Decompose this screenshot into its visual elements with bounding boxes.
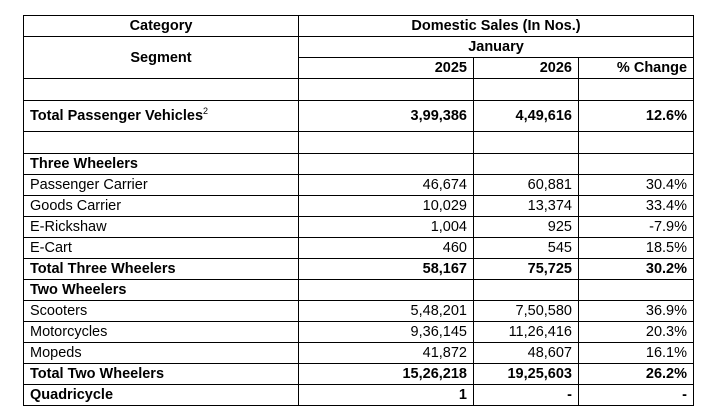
- total-2025: 15,26,218: [299, 364, 474, 385]
- spacer-row: [24, 132, 694, 154]
- value-2025: 41,872: [299, 343, 474, 364]
- row-label: Goods Carrier: [24, 196, 299, 217]
- value-2025: 5,48,201: [299, 301, 474, 322]
- header-row-category: [24, 16, 694, 37]
- spacer-cell: [299, 132, 474, 154]
- header-row-month: [24, 37, 694, 58]
- two-wheelers-heading: Two Wheelers: [24, 280, 299, 301]
- table-row-passenger-vehicles: [24, 101, 694, 132]
- value-change: 18.5%: [579, 238, 694, 259]
- year-2025-header: 2025: [299, 58, 474, 79]
- passenger-vehicles-change: 12.6%: [579, 101, 694, 132]
- spacer-cell: [474, 79, 579, 101]
- row-label: Scooters: [24, 301, 299, 322]
- value-change: 30.4%: [579, 175, 694, 196]
- value-2026: 7,50,580: [474, 301, 579, 322]
- empty-cell: [579, 280, 694, 301]
- quadricycle-2026: -: [474, 385, 579, 406]
- spacer-cell: [299, 79, 474, 101]
- spacer-cell: [24, 132, 299, 154]
- two-wheelers-heading-row: [24, 280, 694, 301]
- three-wheelers-heading: Three Wheelers: [24, 154, 299, 175]
- value-change: 36.9%: [579, 301, 694, 322]
- value-2025: 46,674: [299, 175, 474, 196]
- empty-cell: [474, 154, 579, 175]
- quadricycle-change: -: [579, 385, 694, 406]
- value-2025: 1,004: [299, 217, 474, 238]
- table-row: [24, 322, 694, 343]
- empty-cell: [579, 154, 694, 175]
- value-change: 20.3%: [579, 322, 694, 343]
- three-wheelers-total-row: [24, 259, 694, 280]
- row-label: Mopeds: [24, 343, 299, 364]
- row-label: E-Cart: [24, 238, 299, 259]
- domestic-sales-table: [23, 15, 694, 406]
- empty-cell: [299, 280, 474, 301]
- segment-header: Segment: [24, 37, 299, 79]
- row-label: Motorcycles: [24, 322, 299, 343]
- value-2026: 48,607: [474, 343, 579, 364]
- total-2025: 58,167: [299, 259, 474, 280]
- table-row: [24, 238, 694, 259]
- quadricycle-2025: 1: [299, 385, 474, 406]
- table-row: [24, 301, 694, 322]
- spacer-row: [24, 79, 694, 101]
- value-change: 16.1%: [579, 343, 694, 364]
- value-2025: 460: [299, 238, 474, 259]
- total-change: 30.2%: [579, 259, 694, 280]
- table-row: [24, 343, 694, 364]
- total-2026: 19,25,603: [474, 364, 579, 385]
- total-change: 26.2%: [579, 364, 694, 385]
- spacer-cell: [474, 132, 579, 154]
- value-change: 33.4%: [579, 196, 694, 217]
- total-2026: 75,725: [474, 259, 579, 280]
- table-row: [24, 217, 694, 238]
- empty-cell: [474, 280, 579, 301]
- table-row: [24, 175, 694, 196]
- value-2026: 13,374: [474, 196, 579, 217]
- category-header: Category: [24, 16, 299, 37]
- value-2026: 60,881: [474, 175, 579, 196]
- empty-cell: [299, 154, 474, 175]
- footnote-marker: 2: [203, 106, 209, 117]
- value-change: -7.9%: [579, 217, 694, 238]
- value-2025: 9,36,145: [299, 322, 474, 343]
- table-row: [24, 196, 694, 217]
- quadricycle-row: [24, 385, 694, 406]
- spacer-cell: [579, 79, 694, 101]
- quadricycle-label: Quadricycle: [24, 385, 299, 406]
- spacer-cell: [579, 132, 694, 154]
- sales-title-header: Domestic Sales (In Nos.): [299, 16, 694, 37]
- row-label: Passenger Carrier: [24, 175, 299, 196]
- two-wheelers-total-row: [24, 364, 694, 385]
- passenger-vehicles-2025: 3,99,386: [299, 101, 474, 132]
- passenger-vehicles-label-text: Total Passenger Vehicles: [30, 108, 204, 124]
- passenger-vehicles-2026: 4,49,616: [474, 101, 579, 132]
- row-label: E-Rickshaw: [24, 217, 299, 238]
- three-wheelers-heading-row: [24, 154, 694, 175]
- value-2026: 925: [474, 217, 579, 238]
- total-label: Total Three Wheelers: [24, 259, 299, 280]
- total-label: Total Two Wheelers: [24, 364, 299, 385]
- value-2025: 10,029: [299, 196, 474, 217]
- spacer-cell: [24, 79, 299, 101]
- value-2026: 545: [474, 238, 579, 259]
- month-header: January: [299, 37, 694, 58]
- change-header: % Change: [579, 58, 694, 79]
- passenger-vehicles-label: [24, 101, 299, 132]
- year-2026-header: 2026: [474, 58, 579, 79]
- value-2026: 11,26,416: [474, 322, 579, 343]
